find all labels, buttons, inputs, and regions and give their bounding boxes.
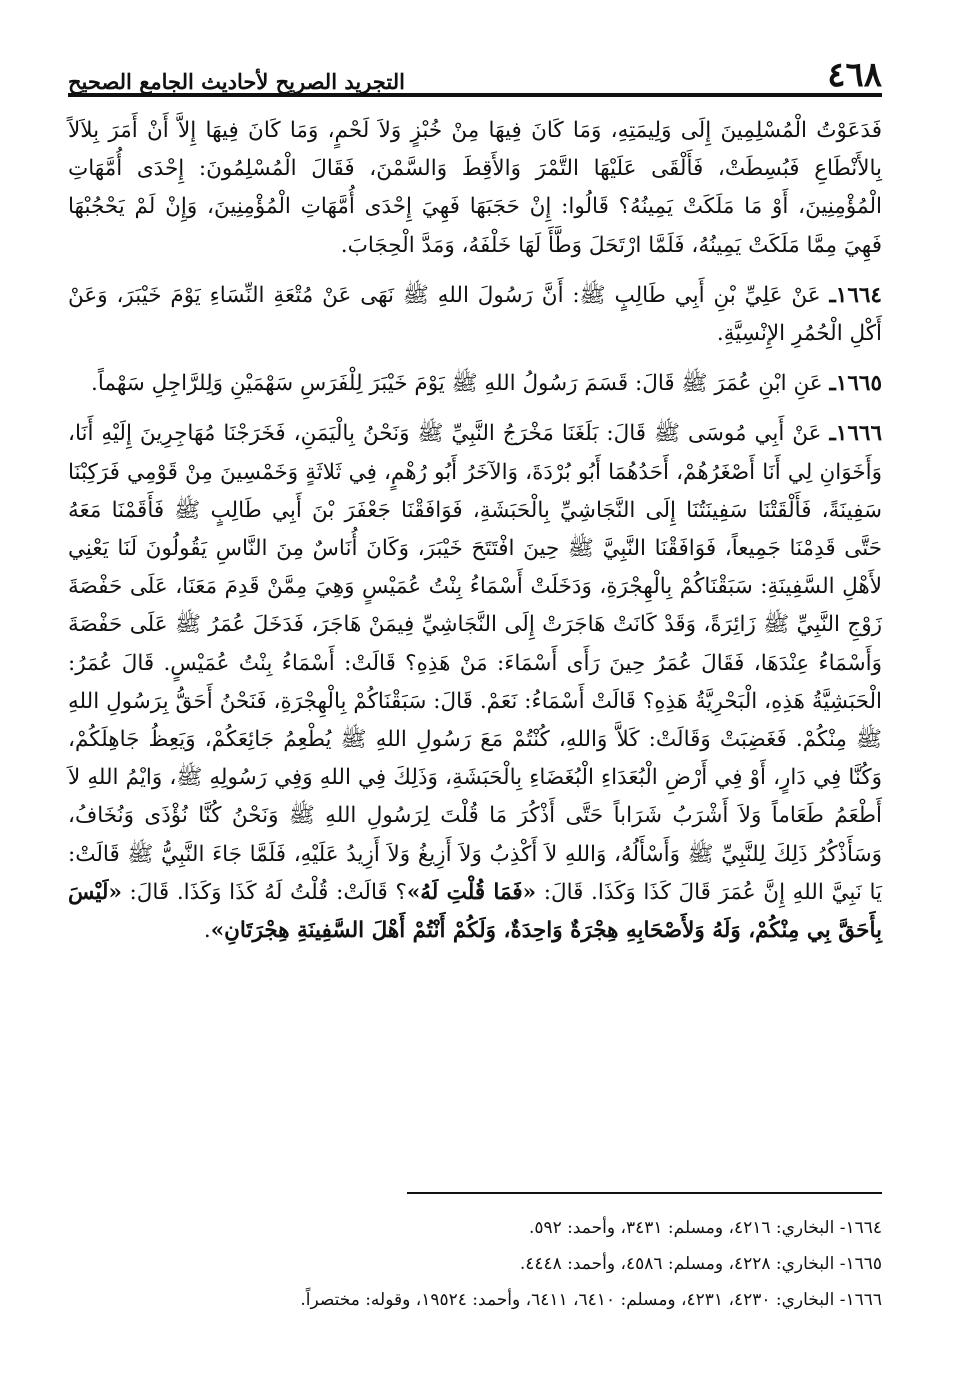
hadith-number: ١٦٦٤ـ [829, 282, 882, 308]
footnote-1664: ١٦٦٤- البخاري: ٤٢١٦، ومسلم: ٣٤٣١، وأحمد: ٥٩٢. [528, 1218, 882, 1238]
hadith-1666 [68, 415, 882, 950]
hadith-number: ١٦٦٥ـ [829, 371, 882, 397]
running-title: التجريد الصريح لأحاديث الجامع الصحيح [68, 69, 405, 94]
page-number: ٤٦٨ [827, 55, 882, 95]
prophet-quote: «فَمَا قُلْتِ لَهُ» [406, 879, 537, 905]
continuation-text: فَدَعَوْتُ الْمُسْلِمِينَ إِلَى وَلِيمَتِهِ، وَمَا كَانَ فِيهَا مِنْ خُبْزٍ وَلاَ لَحْمٍ، وَمَا كَانَ فِيهَا إِلاَّ أَنْ أَمَرَ بِلاَلاً بِالأَنْطَاعِ فَبُسِطَتْ، فَأَلْقَى عَلَيْهَا التَّمْرَ وَالأَقِطَ وَالسَّمْنَ، فَقَالَ الْمُسْلِمُونَ: إِحْدَى أُمَّهَاتِ الْمُؤْمِنِينَ، أَوْ مَا مَلَكَتْ يَمِينُهُ؟ قَالُوا: إِنْ حَجَبَهَا فَهِيَ إِحْدَى أُمَّهَاتِ الْمُؤْمِنِينَ، وَإِنْ لَمْ يَحْجُبْهَا فَهِيَ مِمَّا مَلَكَتْ يَمِينُهُ، فَلَمَّا ارْتَحَلَ وَطَّأَ لَهَا خَلْفَهُ، وَمَدَّ الْحِجَابَ. [68, 118, 882, 258]
main-text [68, 112, 882, 962]
header-rule [68, 93, 882, 97]
hadith-text: عَنْ عَلِيِّ بْنِ أَبِي طَالِبٍ ﷺ: أَنَّ رَسُولَ اللهِ ﷺ نَهَى عَنْ مُتْعَةِ النِّسَاءِ يَوْمَ خَيْبَرَ، وَعَنْ أَكْلِ الْحُمُرِ الإِنْسِيَّةِ. [68, 282, 882, 347]
footnote-1666: ١٦٦٦- البخاري: ٤٢٣٠، ٤٢٣١، ومسلم: ٦٤١٠، ٦٤١١، وأحمد: ١٩٥٢٤، وقوله: مختصراً. [300, 1290, 882, 1310]
hadith-text-mid: ؟ قَالَتْ: قُلْتُ لَهُ كَذَا وَكَذَا. قَالَ: [129, 879, 407, 905]
footnote-rule [407, 1192, 882, 1194]
hadith-text-end: . [203, 918, 211, 944]
continuation-paragraph [68, 112, 882, 265]
hadith-1665 [68, 365, 882, 403]
hadith-text: عَنْ أَبِي مُوسَى ﷺ قَالَ: بَلَغَنَا مَخْرَجُ النَّبِيِّ ﷺ وَنَحْنُ بِالْيَمَنِ، فَخَرَجْنَا مُهَاجِرِينَ إِلَيْهِ أَنَا، وَأَخَوَانِ لِي أَنَا أَصْغَرُهُمْ، أَحَدُهُمَا أَبُو بُرْدَةَ، وَالآخَرُ أَبُو رُهْمٍ، فِي ثَلاثَةٍ وَخَمْسِينَ مِنْ قَوْمِي فَرَكِبْنَا سَفِينَةً، فَأَلْقَتْنَا سَفِينَتُنَا إِلَى النَّجَاشِيِّ بِالْحَبَشَةِ، فَوَافَقْنَا جَعْفَرَ بْنَ أَبِي طَالِبٍ ﷺ فَأَقَمْنَا مَعَهُ حَتَّى قَدِمْنَا جَمِيعاً، فَوَافَقْنَا النَّبِيَّ ﷺ حِينَ افْتَتَحَ خَيْبَرَ، وَكَانَ أُنَاسٌ مِنَ النَّاسِ يَقُولُونَ لَنَا يَعْنِي لأَهْلِ السَّفِينَةِ: سَبَقْنَاكُمْ بِالْهِجْرَةِ، وَدَخَلَتْ أَسْمَاءُ بِنْتُ عُمَيْسٍ وَهِيَ مِمَّنْ قَدِمَ مَعَنَا، عَلَى حَفْصَةَ زَوْجِ النَّبِيِّ ﷺ زَائِرَةً، وَقَدْ كَانَتْ هَاجَرَتْ إِلَى النَّجَاشِيِّ فِيمَنْ هَاجَرَ، فَدَخَلَ عُمَرُ ﷺ عَلَى حَفْصَةَ وَأَسْمَاءُ عِنْدَهَا، فَقَالَ عُمَرُ حِينَ رَأَى أَسْمَاءَ: مَنْ هَذِهِ؟ قَالَتْ: أَسْمَاءُ بِنْتُ عُمَيْسٍ. قَالَ عُمَرُ: الْحَبَشِيَّةُ هَذِهِ، الْبَحْرِيَّةُ هَذِهِ؟ قَالَتْ أَسْمَاءُ: نَعَمْ. قَالَ: سَبَقْنَاكُمْ بِالْهِجْرَةِ، فَنَحْنُ أَحَقُّ بِرَسُولِ اللهِ ﷺ مِنْكُمْ. فَغَضِبَتْ وَقَالَتْ: كَلاَّ وَاللهِ، كُنْتُمْ مَعَ رَسُولِ اللهِ ﷺ يُطْعِمُ جَائِعَكُمْ، وَيَعِظُ جَاهِلَكُمْ، وَكُنَّا فِي دَارٍ، أَوْ فِي أَرْضِ الْبُعَدَاءِ الْبُغَضَاءِ بِالْحَبَشَةِ، وَذَلِكَ فِي اللهِ وَفِي رَسُولِهِ ﷺ، وَايْمُ اللهِ لاَ أَطْعَمُ طَعَاماً وَلاَ أَشْرَبُ شَرَاباً حَتَّى أَذْكُرَ مَا قُلْتَ لِرَسُولِ اللهِ ﷺ وَنَحْنُ كُنَّا نُؤْذَى وَنُخَافُ، وَسَأَذْكُرُ ذَلِكَ لِلنَّبِيِّ ﷺ وَأَسْأَلُهُ، وَاللهِ لاَ أَكْذِبُ وَلاَ أَزِيغُ وَلاَ أَزِيدُ عَلَيْهِ، فَلَمَّا جَاءَ النَّبِيُّ ﷺ قَالَتْ: يَا نَبِيَّ اللهِ إِنَّ عُمَرَ قَالَ كَذَا وَكَذَا. قَالَ: [68, 421, 882, 905]
hadith-1664 [68, 277, 882, 353]
footnote-1665: ١٦٦٥- البخاري: ٤٢٢٨، ومسلم: ٤٥٨٦، وأحمد: ٤٤٤٨. [519, 1254, 882, 1274]
hadith-text: عَنِ ابْنِ عُمَرَ ﷺ قَالَ: قَسَمَ رَسُولُ اللهِ ﷺ يَوْمَ خَيْبَرَ لِلْفَرَسِ سَهْمَيْنِ وَلِلرَّاجِلِ سَهْماً. [91, 371, 823, 397]
prophet-quote: «لَيْسَ بِأَحَقَّ بِي مِنْكُمْ، وَلَهُ وَلأَصْحَابِهِ هِجْرَةٌ وَاحِدَةٌ، وَلَكُمْ أَنْتُمْ أَهْلَ السَّفِينَةِ هِجْرَتَانِ» [68, 879, 882, 944]
hadith-number: ١٦٦٦ـ [829, 421, 882, 447]
page-header [68, 44, 882, 95]
footnotes [68, 1210, 882, 1318]
